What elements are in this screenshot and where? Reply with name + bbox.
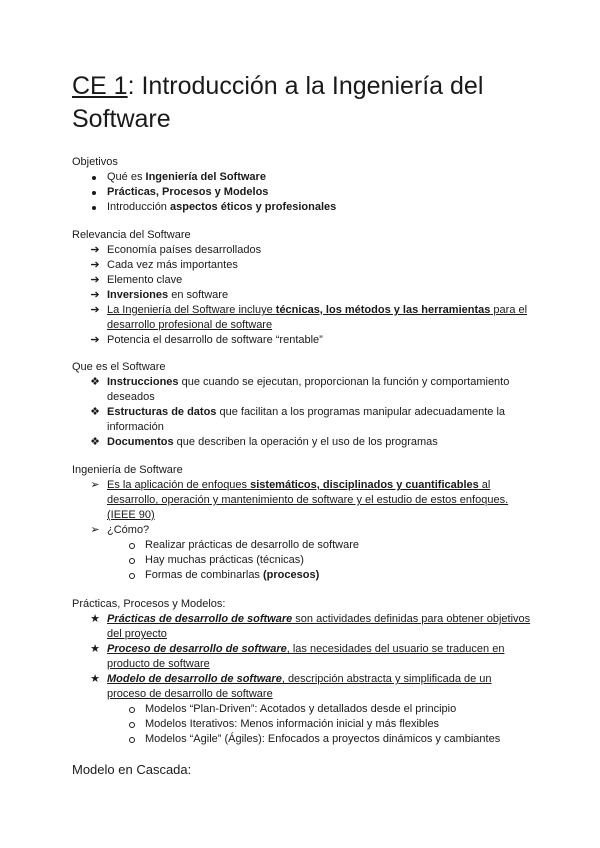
arrow-right-icon: ➔ [90,259,100,271]
list-item: ❖ Documentos que describen la operación y el uso de los programas [72,435,532,450]
arrow-right-icon: ➔ [90,244,100,256]
list-item: Introducción aspectos éticos y profesionales [72,200,532,215]
list-item: ➢ Es la aplicación de enfoques sistemáticos, disciplinados y cuantificables al desarrollo, operación y mantenimiento de software y el estudio de estos enfoques. (IEEE 90) [72,478,532,523]
list-item: Qué es Ingeniería del Software [72,170,532,185]
list-item: Realizar prácticas de desarrollo de software [72,538,532,553]
section-heading: Prácticas, Procesos y Modelos: [72,598,226,610]
title-rest: : Introducción a la Ingeniería del Software [72,72,484,133]
circle-bullet-icon [129,737,135,743]
section-heading: Objetivos [72,156,118,168]
list-item: Prácticas, Procesos y Modelos [72,185,532,200]
circle-bullet-icon [129,573,135,579]
diamond-bullet-icon: ❖ [90,376,100,388]
arrow-right-icon: ➔ [90,334,100,346]
list-item: ★ Prácticas de desarrollo de software son actividades definidas para obtener objetivos del proyecto [72,612,532,642]
circle-bullet-icon [129,558,135,564]
bullet-dot-icon [92,191,96,195]
diamond-bullet-icon: ❖ [90,406,100,418]
bullet-dot-icon [92,176,96,180]
list-item: Formas de combinarlas (procesos) [72,568,532,583]
list-item: Hay muchas prácticas (técnicas) [72,553,532,568]
star-bullet-icon: ★ [90,643,100,655]
circle-bullet-icon [129,543,135,549]
section-heading: Que es el Software [72,361,166,373]
page-title [72,70,532,136]
diamond-bullet-icon: ❖ [90,436,100,448]
document-page [72,70,532,779]
section-relevancia [72,228,532,348]
list-item: ❖ Estructuras de datos que facilitan a los programas manipular adecuadamente la información [72,405,532,435]
list-item: ➔ Inversiones en software [72,288,532,303]
section-heading-cascada: Modelo en Cascada: [72,762,192,777]
star-bullet-icon: ★ [90,673,100,685]
arrowhead-bullet-icon: ➢ [90,479,100,491]
section-heading: Ingeniería de Software [72,464,183,476]
section-ingenieria [72,463,532,583]
arrow-right-icon: ➔ [90,274,100,286]
section-practicas [72,597,532,747]
list-item: ➢ ¿Cómo? [72,523,532,538]
list-item: Modelos “Plan-Driven”: Acotados y detallados desde el principio [72,702,532,717]
list-item: Modelos “Agile” (Ágiles): Enfocados a proyectos dinámicos y cambiantes [72,732,532,747]
list-item: ❖ Instrucciones que cuando se ejecutan, proporcionan la función y comportamiento deseados [72,375,532,405]
list-item: ➔ La Ingeniería del Software incluye técnicas, los métodos y las herramientas para el desarrollo profesional de software [72,303,532,333]
section-que-es [72,360,532,450]
list-item: ➔ Economía países desarrollados [72,243,532,258]
list-item: ➔ Elemento clave [72,273,532,288]
section-heading: Relevancia del Software [72,229,191,241]
bullet-dot-icon [92,206,96,210]
star-bullet-icon: ★ [90,613,100,625]
list-item: Modelos Iterativos: Menos información inicial y más flexibles [72,717,532,732]
list-item: ★ Proceso de desarrollo de software, las necesidades del usuario se traducen en producto de software [72,642,532,672]
circle-bullet-icon [129,722,135,728]
arrow-right-icon: ➔ [90,304,100,316]
circle-bullet-icon [129,707,135,713]
title-prefix: CE 1 [72,72,128,100]
list-item: ★ Modelo de desarrollo de software, descripción abstracta y simplificada de un proceso de desarrollo de software [72,672,532,702]
list-item: ➔ Potencia el desarrollo de software “rentable” [72,333,532,348]
arrow-right-icon: ➔ [90,289,100,301]
list-item: ➔ Cada vez más importantes [72,258,532,273]
arrowhead-bullet-icon: ➢ [90,524,100,536]
section-objetivos [72,155,532,215]
